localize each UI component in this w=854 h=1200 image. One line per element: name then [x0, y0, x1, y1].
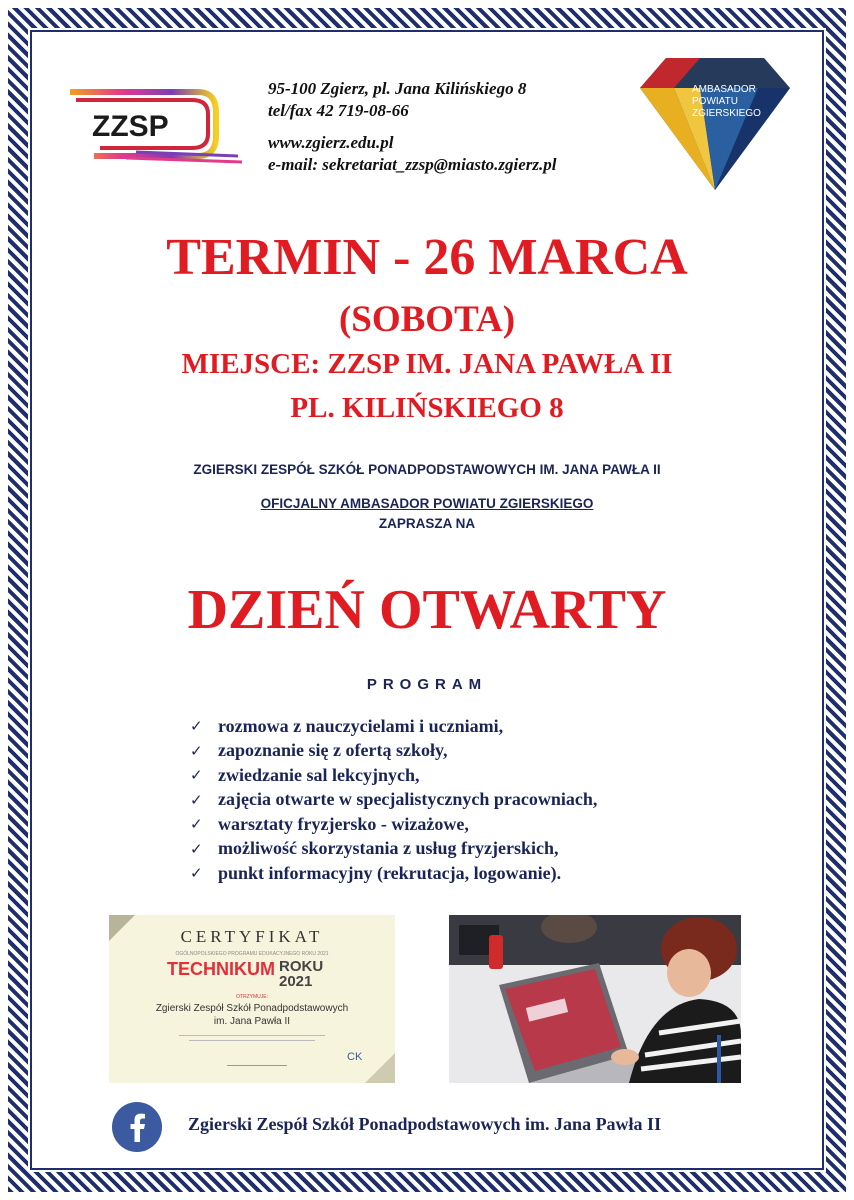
certificate-text-line: [179, 1035, 325, 1036]
invites-line: ZAPRASZA NA: [378, 516, 476, 531]
checkmark-icon: ✓: [190, 864, 203, 883]
certificate-signature-line: [227, 1065, 287, 1066]
certificate-school-line1: Zgierski Zespół Szkół Ponadpodstawowych: [155, 1003, 349, 1014]
certificate-technikum: TECHNIKUM: [167, 959, 275, 979]
program-title: PROGRAM: [366, 676, 488, 693]
program-item-text: zapoznanie się z ofertą szkoły,: [218, 740, 448, 761]
contact-phone: tel/fax 42 719-08-66: [268, 101, 409, 120]
event-date: TERMIN - 26 MARCA: [166, 229, 688, 286]
program-item-text: możliwość skorzystania z usług fryzjerskich,: [218, 838, 559, 859]
event-title: DZIEŃ OTWARTY: [187, 579, 667, 641]
badge-line1: AMBASADOR: [692, 84, 756, 95]
school-name: ZGIERSKI ZESPÓŁ SZKÓŁ PONADPODSTAWOWYCH IM. JANA PAWŁA II: [193, 462, 661, 477]
certificate-image: [109, 915, 395, 1083]
contact-address: 95-100 Zgierz, pl. Jana Kilińskiego 8: [268, 79, 527, 98]
program-item: [190, 739, 597, 764]
certificate-school-line2: im. Jana Pawła II: [213, 1016, 291, 1027]
badge-line3: ZGIERSKIEGO: [692, 108, 761, 119]
facebook-icon[interactable]: [112, 1102, 162, 1152]
program-item: [190, 714, 597, 739]
program-item: [190, 812, 597, 837]
ambassador-line: OFICJALNY AMBASADOR POWIATU ZGIERSKIEGO: [260, 496, 594, 511]
event-day: (SOBOTA): [338, 299, 516, 340]
certificate-roku-word: ROKU: [279, 958, 324, 975]
contact-website: www.zgierz.edu.pl: [268, 133, 394, 152]
certificate-ck-logo: CK: [347, 1051, 363, 1063]
checkmark-icon: ✓: [190, 790, 203, 809]
event-address: PL. KILIŃSKIEGO 8: [290, 392, 564, 424]
certificate-received: OTRZYMUJE:: [236, 994, 268, 1000]
certificate-program-line: OGÓLNOPOLSKIEGO PROGRAMU EDUKACYJNEGO ROKU 2021: [175, 951, 329, 957]
program-item-text: zwiedzanie sal lekcyjnych,: [218, 764, 420, 785]
certificate-year: 2021: [279, 973, 313, 990]
program-item: [190, 837, 597, 862]
contact-block: [268, 78, 557, 176]
ambassador-badge: [640, 58, 790, 190]
badge-line2: POWIATU: [692, 96, 738, 107]
program-item: [190, 861, 597, 886]
program-item-text: rozmowa z nauczycielami i uczniami,: [218, 715, 504, 736]
checkmark-icon: ✓: [190, 766, 203, 785]
logo-text: ZZSP: [92, 110, 169, 143]
event-place: MIEJSCE: ZZSP IM. JANA PAWŁA II: [181, 348, 673, 380]
checkmark-icon: ✓: [190, 839, 203, 858]
checkmark-icon: ✓: [190, 815, 203, 834]
program-item: [190, 788, 597, 813]
certificate-text-line: [189, 1040, 315, 1041]
certificate-roku: [279, 959, 323, 989]
certificate-title: CERTYFIKAT: [180, 927, 324, 946]
program-item-text: zajęcia otwarte w specjalistycznych pracowniach,: [218, 789, 598, 810]
program-item-text: warsztaty fryzjersko - wizażowe,: [218, 813, 469, 834]
zzsp-logo: [66, 84, 244, 166]
checkmark-icon: ✓: [190, 717, 203, 736]
student-laptop-photo: [449, 915, 741, 1083]
facebook-page-name[interactable]: Zgierski Zespół Szkół Ponadpodstawowych im. Jana Pawła II: [188, 1114, 662, 1134]
program-list: [190, 714, 597, 886]
program-item-text: punkt informacyjny (rekrutacja, logowanie).: [218, 862, 562, 883]
program-item: [190, 763, 597, 788]
checkmark-icon: ✓: [190, 741, 203, 760]
certificate-corner-bottom: [365, 1053, 395, 1083]
contact-email: e-mail: sekretariat_zzsp@miasto.zgierz.pl: [268, 155, 557, 174]
